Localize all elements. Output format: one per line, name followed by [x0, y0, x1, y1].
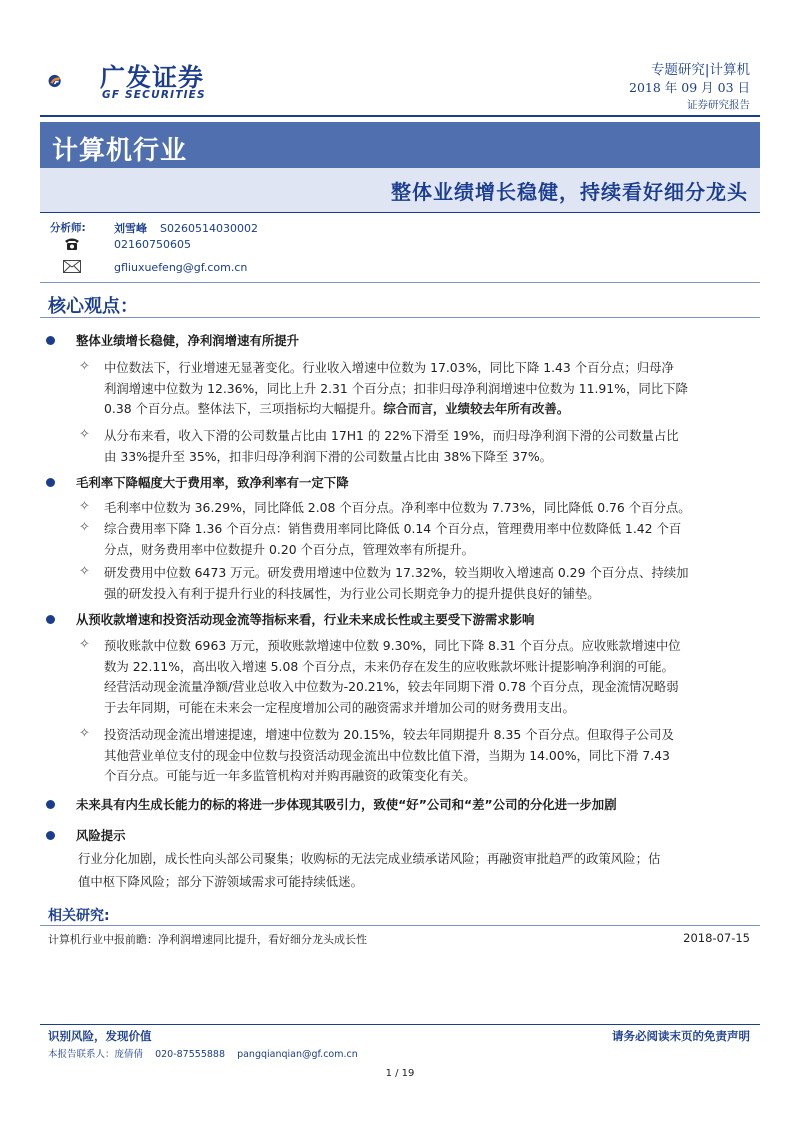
phone-icon	[64, 237, 80, 251]
bullet-icon	[46, 800, 55, 809]
footer-slogan: 识别风险，发现价值	[48, 1029, 152, 1043]
brand-name-en: GF SECURITIES	[102, 89, 206, 101]
related-rule	[40, 925, 760, 926]
analyst-label: 分析师:	[50, 222, 86, 234]
diamond-bullet-icon: ✧	[79, 427, 90, 442]
section-title-core-views: 核心观点：	[48, 296, 138, 317]
bullet-icon	[46, 831, 55, 840]
footer-contact: 本报告联系人：庞倩倩 020-87555888 pangqianqian@gf.com.cn	[48, 1049, 358, 1060]
paragraph: 毛利率中位数为 36.29%，同比降低 2.08 个百分点。净利率中位数为 7.73%，同比降低 0.76 个百分点。	[104, 500, 691, 515]
related-report-date: 2018-07-15	[683, 931, 750, 945]
mail-icon	[63, 260, 81, 273]
paragraph: 中位数法下，行业增速无显著变化。行业收入增速中位数为 17.03%，同比下降 1.43 个百分点；归母净 利润增速中位数为 12.36%，同比上升 2.31 个百分点；扣非归母净利润增速中位数为 11.91%，同比下降 0.38 个百分点。整体法下，三项指标均大幅提升。综合而言，业绩较去年所有改善。	[104, 360, 688, 417]
header-rule	[40, 115, 760, 117]
paragraph: 预收账款中位数 6963 万元，预收账款增速中位数 9.30%，同比下降 8.31 个百分点。应收账款增速中位 数为 22.11%，高出收入增速 5.08 个百分点，未来仍存在发生的应收账款坏账计提影响净利润的可能。 经营活动现金流量净额/营业总收入中位数为-20.21%，较去年同期下滑 0.78 个百分点，现金流情况略弱 于去年同期，可能在未来会一定程度增加公司的融资需求并增加公司的财务费用支出。	[104, 638, 681, 715]
report-date: 2018 年 09 月 03 日	[629, 80, 750, 95]
risk-title: 风险提示	[76, 828, 126, 843]
bullet-icon	[46, 478, 55, 487]
bullet-icon	[46, 615, 55, 624]
diamond-bullet-icon: ✧	[79, 564, 90, 579]
report-headline: 整体业绩增长稳健，持续看好细分龙头	[391, 180, 748, 204]
footer-disclaimer: 请务必阅读末页的免责声明	[612, 1029, 750, 1043]
point-title: 毛利率下降幅度大于费用率，致净利率有一定下降	[76, 475, 349, 490]
related-research-title: 相关研究:	[48, 908, 110, 924]
paragraph: 研发费用中位数 6473 万元。研发费用增速中位数为 17.32%，较当期收入增速高 0.29 个百分点、持续加 强的研发投入有利于提升行业的科技属性，为行业公司长期竞争力的提升提供良好的铺垫。	[104, 565, 689, 601]
diamond-bullet-icon: ✧	[79, 520, 90, 535]
related-report-link[interactable]: 计算机行业中报前瞻：净利润增速同比提升，看好细分龙头成长性	[48, 933, 367, 946]
report-category: 专题研究|计算机	[650, 62, 750, 78]
paragraph: 从分布来看，收入下滑的公司数量占比由 17H1 的 22%下滑至 19%，而归母净利润下滑的公司数量占比 由 33%提升至 35%，扣非归母净利润下滑的公司数量占比由 38%下降至 37%。	[104, 428, 679, 464]
contact-rule	[40, 282, 760, 283]
diamond-bullet-icon: ✧	[79, 726, 90, 741]
point-title: 从预收款增速和投资活动现金流等指标来看，行业未来成长性或主要受下游需求影响	[76, 612, 535, 627]
analyst-name: 刘雪峰	[114, 222, 147, 235]
paragraph: 投资活动现金流出增速提速，增速中位数为 20.15%，较去年同期提升 8.35 个百分点。但取得子公司及 其他营业单位支付的现金中位数与投资活动现金流出中位数比值下滑，当期为 14.00%，同比下滑 7.43 个百分点。可能与近一年多监管机构对并购再融资的政策变化有关。	[104, 727, 674, 784]
industry-title: 计算机行业	[52, 136, 188, 166]
point-title: 未来具有内生成长能力的标的将进一步体现其吸引力，致使“好”公司和“差”公司的分化进一步加剧	[76, 797, 617, 812]
analyst-phone: 02160750605	[114, 238, 191, 251]
analyst-info	[114, 220, 258, 236]
headline-rule	[40, 212, 760, 213]
section-rule	[40, 317, 760, 318]
bullet-icon	[46, 336, 55, 345]
brand-name-cn: 广发证券	[100, 63, 205, 92]
diamond-bullet-icon: ✧	[79, 637, 90, 652]
diamond-bullet-icon: ✧	[79, 359, 90, 374]
point-title: 整体业绩增长稳健，净利润增速有所提升	[76, 333, 300, 348]
report-type: 证券研究报告	[687, 99, 750, 111]
analyst-email[interactable]: gfliuxuefeng@gf.com.cn	[114, 261, 248, 274]
analyst-license: S0260514030002	[160, 222, 258, 235]
paragraph: 综合费用率下降 1.36 个百分点：销售费用率同比降低 0.14 个百分点，管理费用率中位数降低 1.42 个百 分点，财务费用率中位数提升 0.20 个百分点，管理效率有所提升。	[104, 521, 682, 557]
gf-securities-logo	[48, 58, 100, 104]
diamond-bullet-icon: ✧	[79, 499, 90, 514]
page-number: 1 / 19	[385, 1068, 415, 1079]
risk-paragraph: 行业分化加剧，成长性向头部公司聚集；收购标的无法完成业绩承诺风险；再融资审批趋严的政策风险；估 值中枢下降风险；部分下游领域需求可能持续低迷。	[78, 851, 661, 889]
footer-rule	[40, 1024, 760, 1025]
